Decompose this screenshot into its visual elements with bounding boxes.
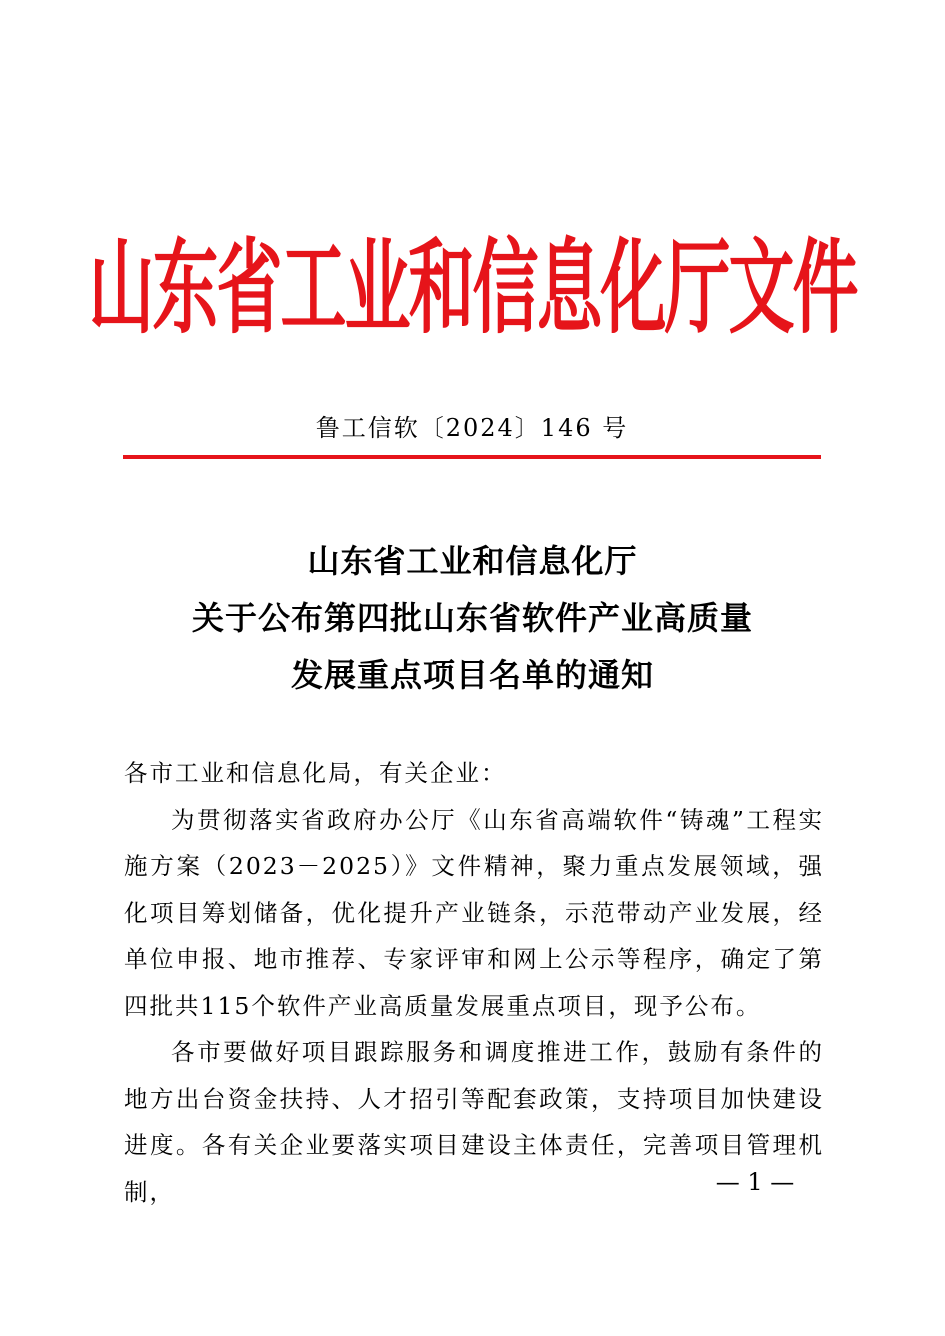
notice-title-line-1: 山东省工业和信息化厅 <box>307 542 638 580</box>
body-paragraph-2: 各市要做好项目跟踪服务和调度推进工作，鼓励有条件的地方出台资金扶持、人才招引等配套政策，支持项目加快建设进度。各有关企业要落实项目建设主体责任，完善项目管理机制， <box>124 1038 824 1206</box>
salutation: 各市工业和信息化局，有关企业： <box>124 759 507 787</box>
page-number: — 1 — <box>715 1168 795 1196</box>
notice-title-line-2: 关于公布第四批山东省软件产业高质量 <box>191 599 753 637</box>
body-paragraph-1: 为贯彻落实省政府办公厅《山东省高端软件“铸魂”工程实施方案（2023－2025）》文件精神，聚力重点发展领域，强化项目筹划储备，优化提升产业链条，示范带动产业发展，经单位申报、地市推荐、专家评审和网上公示等程序，确定了第四批共115个软件产业高质量发展重点项目，现予公布。 <box>124 805 824 1020</box>
masthead-title: 山东省工业和信息化厅文件 <box>88 227 857 347</box>
notice-body <box>124 750 824 1215</box>
document-number: 鲁工信软〔2024〕146 号 <box>315 414 629 442</box>
red-divider-line <box>123 455 821 459</box>
notice-title <box>110 533 835 704</box>
notice-title-line-3: 发展重点项目名单的通知 <box>290 656 654 694</box>
